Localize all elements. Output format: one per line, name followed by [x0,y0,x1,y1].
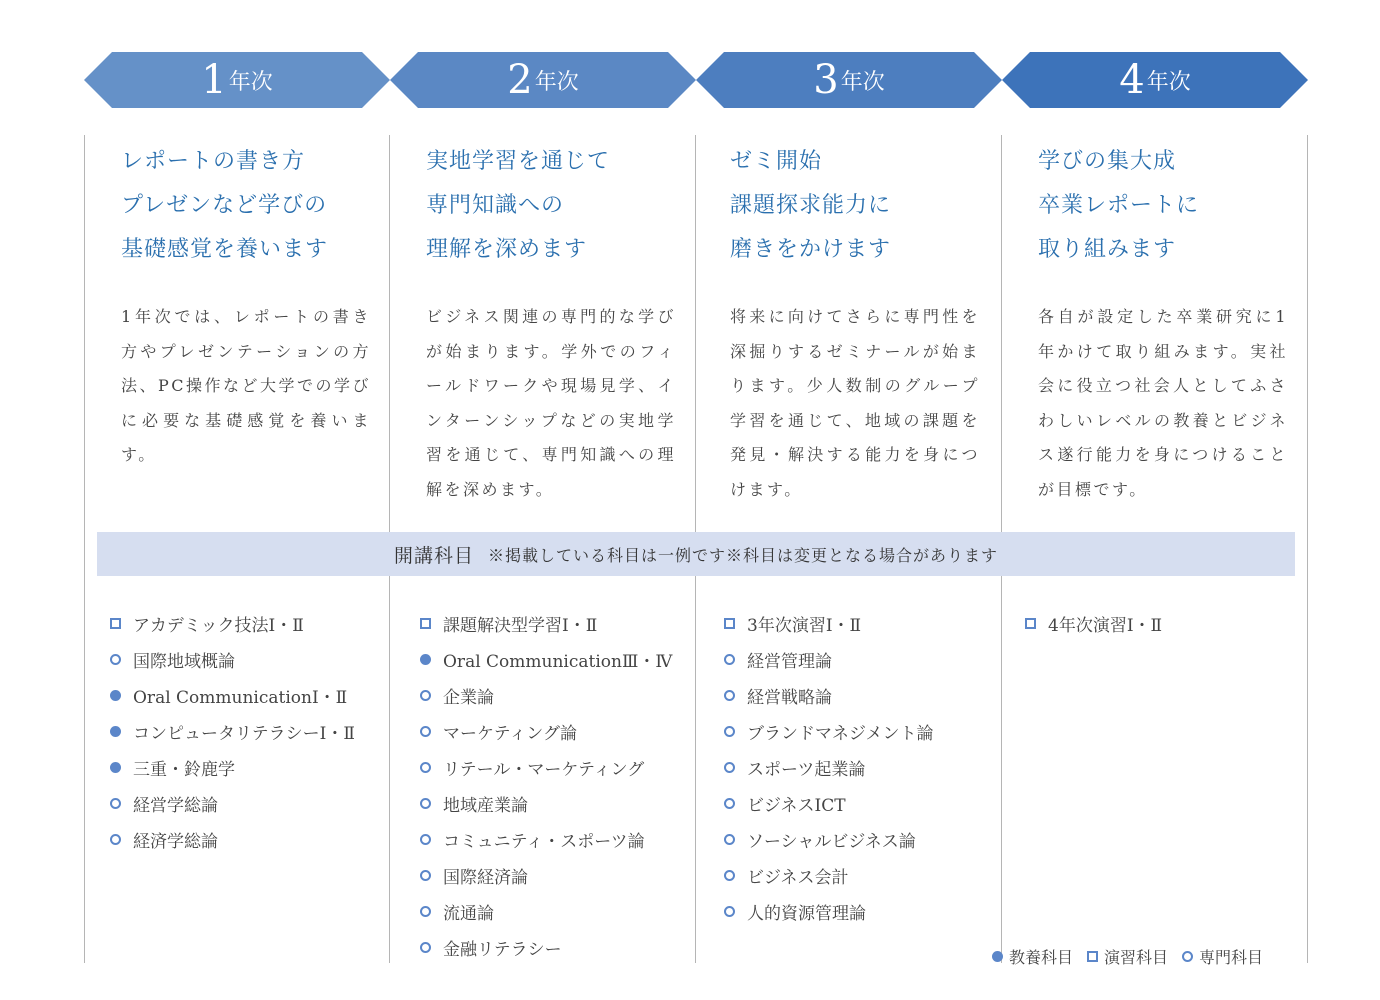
year-suffix: 年次 [840,69,885,95]
list-item [724,893,934,929]
circle-open-icon [420,834,431,845]
subject-name: ブランドマネジメント論 [747,723,934,744]
legend-label: 専門科目 [1199,947,1264,967]
heading-line: プレゼンなど学びの [121,193,328,218]
circle-open-icon [420,726,431,737]
subject-name: リテール・マーケティング [443,759,645,780]
year-1-heading [121,140,387,272]
legend-item [1182,945,1263,968]
list-item [724,605,934,641]
list-item [724,641,934,677]
circle-filled-icon [992,951,1003,962]
year-suffix: 年次 [534,69,579,95]
subject-name: 3年次演習Ⅰ・Ⅱ [747,615,862,636]
year-suffix: 年次 [1146,69,1191,95]
chevron-year-4 [1002,52,1308,108]
square-open-icon [724,618,735,629]
circle-filled-icon [110,726,121,737]
list-item [110,785,355,821]
year-1-description: 1年次では、レポートの書き方やプレゼンテーションの方法、PC操作など大学での学びに必要な基礎感覚を養います。 [121,307,372,464]
square-open-icon [1025,618,1036,629]
circle-open-icon [724,906,735,917]
list-item [724,857,934,893]
subject-name: 4年次演習Ⅰ・Ⅱ [1048,615,1163,636]
subject-name: Oral CommunicationⅢ・Ⅳ [443,651,673,672]
subject-name: コミュニティ・スポーツ論 [443,831,645,852]
subject-name: ビジネスICT [747,795,846,816]
year-2-description: ビジネス関連の専門的な学びが始まります。学外でのフィールドワークや現場見学、インターンシップなどの実地学習を通じて、専門知識への理解を深めます。 [426,307,676,499]
circle-open-icon [724,762,735,773]
square-open-icon [110,618,121,629]
subject-name: 国際経済論 [443,867,528,888]
year-3-heading [730,140,996,272]
year-3-description: 将来に向けてさらに専門性を深掘りするゼミナールが始まります。少人数制のグループ学習を通じて、地域の課題を発見・解決する能力を身につけます。 [730,307,980,499]
heading-line: 取り組みます [1038,237,1177,262]
circle-open-icon [110,798,121,809]
circle-open-icon [420,762,431,773]
subject-name: アカデミック技法Ⅰ・Ⅱ [133,615,304,636]
year-2-column [426,140,692,523]
circle-open-icon [420,798,431,809]
legend-label: 演習科目 [1104,947,1169,967]
subject-name: 流通論 [443,903,494,924]
year-number: 2 [507,57,533,103]
circle-open-icon [110,654,121,665]
list-item [420,749,672,785]
heading-line: 学びの集大成 [1038,149,1177,174]
list-item [724,821,934,857]
circle-open-icon [724,726,735,737]
subject-name: コンピュータリテラシーⅠ・Ⅱ [133,723,355,744]
year-2-heading [426,140,692,272]
year-number: 3 [813,57,839,103]
year-number: 4 [1119,57,1145,103]
circle-open-icon [420,690,431,701]
circle-filled-icon [420,654,431,665]
year-3-column [730,140,996,523]
subject-name: 地域産業論 [443,795,528,816]
list-item [110,749,355,785]
heading-line: レポートの書き方 [121,149,306,174]
heading-line: 磨きをかけます [730,237,892,262]
year-4-heading [1038,140,1304,272]
list-item [420,929,672,965]
list-item [724,713,934,749]
subject-name: 金融リテラシー [443,939,562,960]
heading-line: 実地学習を通じて [426,149,611,174]
subject-name: 経済学総論 [133,831,218,852]
circle-open-icon [724,654,735,665]
column-divider [84,135,85,963]
chevron-year-2 [390,52,696,108]
circle-open-icon [420,906,431,917]
subject-name: 経営管理論 [747,651,832,672]
subject-name: ビジネス会計 [747,867,849,888]
circle-open-icon [724,798,735,809]
list-item [420,641,672,677]
courses-note: ※掲載している科目は一例です※科目は変更となる場合があります [488,545,999,565]
courses-title: 開講科目 [393,544,474,567]
legend [992,944,1263,968]
circle-open-icon [110,834,121,845]
circle-open-icon [420,870,431,881]
year-2-subject-list [420,605,672,965]
list-item [1025,605,1162,641]
legend-item [1087,945,1168,968]
year-1-column [121,140,387,489]
list-item [724,785,934,821]
circle-open-icon [724,834,735,845]
chevron-year-1 [84,52,390,108]
subject-name: 企業論 [443,687,494,708]
year-number: 1 [201,57,227,103]
heading-line: 専門知識への [426,193,565,218]
list-item [110,677,355,713]
list-item [110,641,355,677]
subject-name: 国際地域概論 [133,651,235,672]
list-item [110,605,355,641]
year-1-subject-list [110,605,355,857]
subject-name: 人的資源管理論 [747,903,866,924]
subject-name: ソーシャルビジネス論 [747,831,916,852]
list-item [420,857,672,893]
subject-name: 三重・鈴鹿学 [133,759,235,780]
subject-name: Oral CommunicationⅠ・Ⅱ [133,687,348,708]
column-divider [1307,135,1308,963]
circle-open-icon [724,870,735,881]
legend-item [992,945,1073,968]
list-item [724,749,934,785]
circle-open-icon [1182,951,1193,962]
subject-name: スポーツ起業論 [747,759,866,780]
circle-open-icon [724,690,735,701]
circle-filled-icon [110,762,121,773]
subject-name: マーケティング論 [443,723,577,744]
heading-line: 課題探求能力に [730,193,892,218]
list-item [420,821,672,857]
square-open-icon [420,618,431,629]
year-3-subject-list [724,605,934,929]
courses-band [97,532,1295,576]
subject-name: 経営戦略論 [747,687,832,708]
heading-line: ゼミ開始 [730,149,823,174]
year-chevron-bar [0,0,1380,120]
year-suffix: 年次 [228,69,273,95]
list-item [420,677,672,713]
heading-line: 卒業レポートに [1038,193,1200,218]
list-item [110,713,355,749]
list-item [420,713,672,749]
year-4-column [1038,140,1304,523]
square-open-icon [1087,951,1098,962]
heading-line: 理解を深めます [426,237,588,262]
subject-name: 課題解決型学習Ⅰ・Ⅱ [443,615,598,636]
subject-name: 経営学総論 [133,795,218,816]
list-item [724,677,934,713]
heading-line: 基礎感覚を養います [121,237,329,262]
list-item [110,821,355,857]
circle-filled-icon [110,690,121,701]
list-item [420,785,672,821]
list-item [420,893,672,929]
list-item [420,605,672,641]
chevron-year-3 [696,52,1002,108]
legend-label: 教養科目 [1009,947,1074,967]
circle-open-icon [420,942,431,953]
year-4-description: 各自が設定した卒業研究に1年かけて取り組みます。実社会に役立つ社会人としてふさわしいレベルの教養とビジネス遂行能力を身につけることが目標です。 [1038,307,1288,499]
year-4-subject-list [1025,605,1162,641]
